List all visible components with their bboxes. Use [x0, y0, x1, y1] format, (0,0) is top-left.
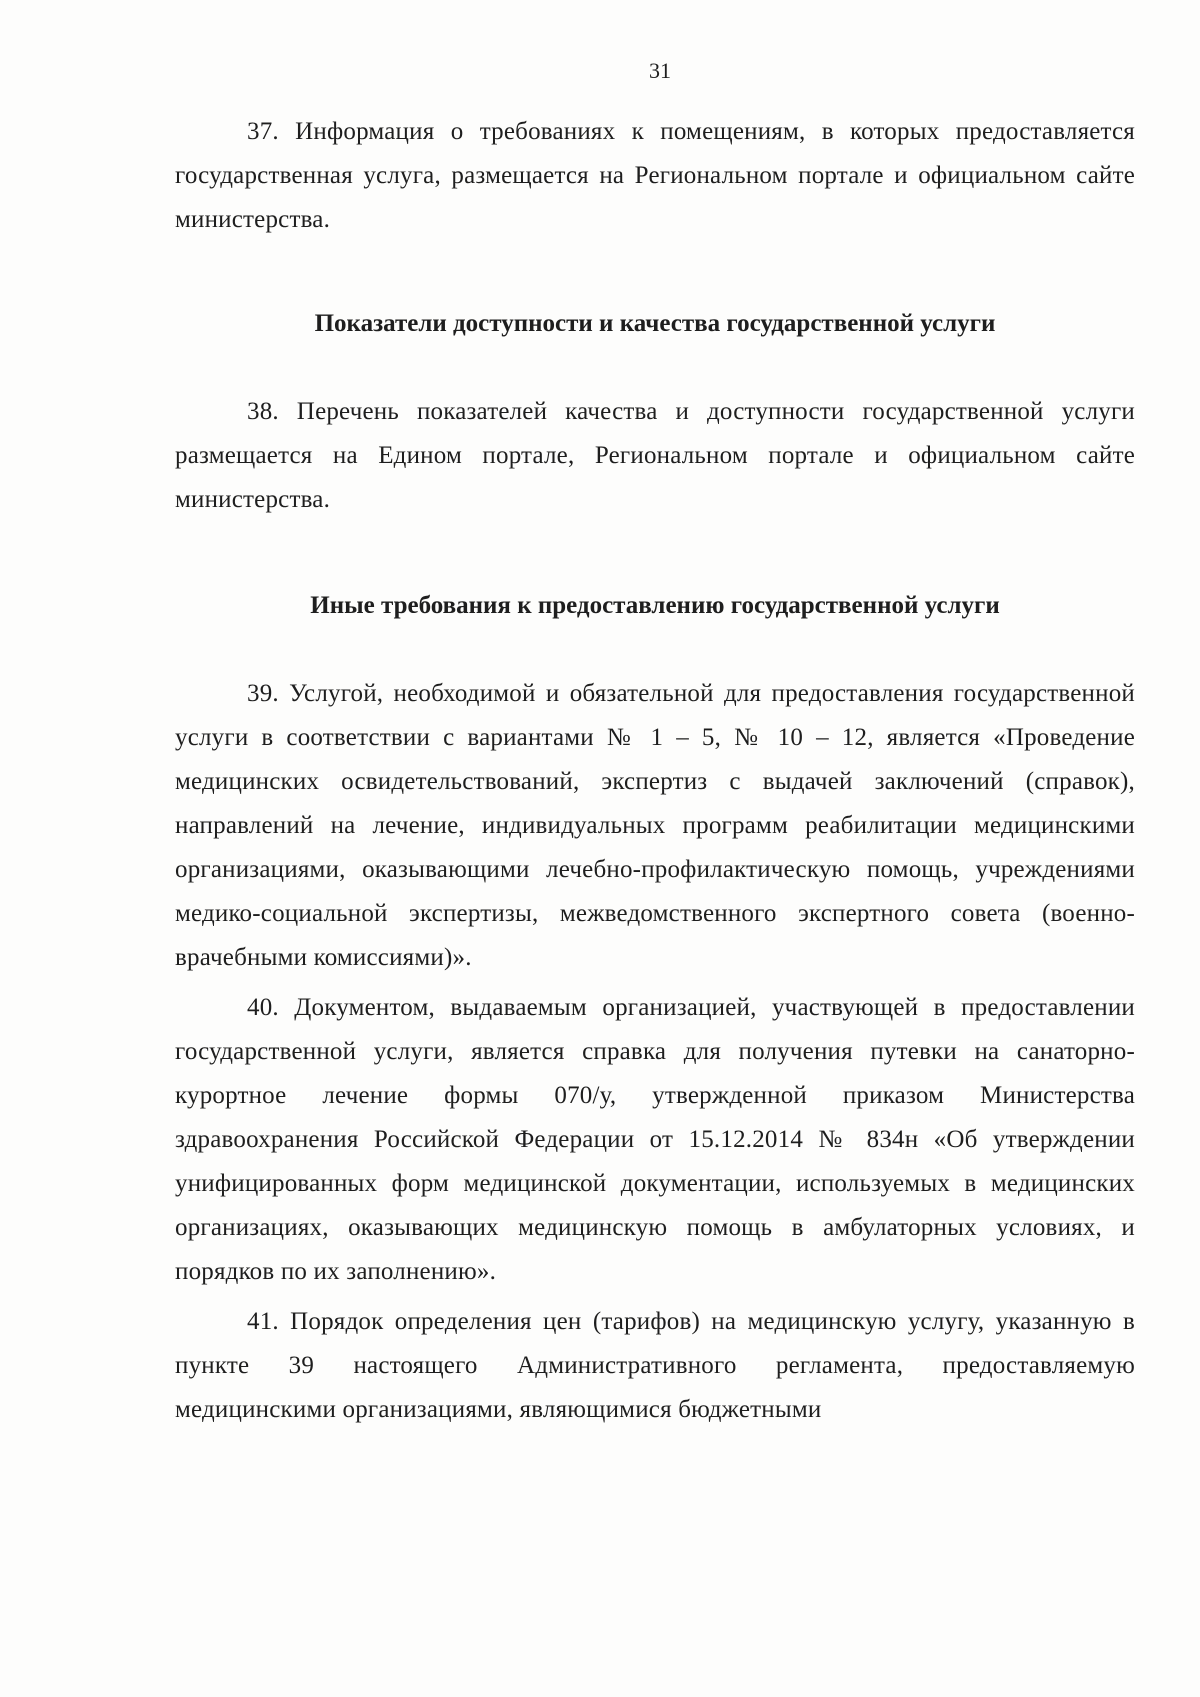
paragraph-39: 39. Услугой, необходимой и обязательной для предоставления государственной услуги в соответствии с вариантами № 1 – 5, № 10 – 12, является «Проведение медицинских освидетельствований, экспертиз с выдачей заключений (справок), направлений на лечение, индивидуальных программ реабилитации медицинскими организациями, оказывающими лечебно-профилактическую помощь, учреждениями медико-социальной экспертизы, межведомственного экспертного совета (военно-врачебными комиссиями)». [175, 680, 1135, 971]
paragraph-37: 37. Информация о требованиях к помещениям, в которых предоставляется государственная услуга, размещается на Региональном портале и официальном сайте министерства. [175, 118, 1135, 233]
paragraph-38: 38. Перечень показателей качества и доступности государственной услуги размещается на Едином портале, Региональном портале и официальном сайте министерства. [175, 398, 1135, 513]
section-heading-other-requirements: Иные требования к предоставлению государственной услуги [310, 592, 1000, 619]
page-number: 31 [649, 58, 671, 83]
section-heading-accessibility: Показатели доступности и качества государственной услуги [314, 310, 996, 337]
document-body [175, 110, 1135, 1432]
paragraph-40: 40. Документом, выдаваемым организацией, участвующей в предоставлении государственной услуги, является справка для получения путевки на санаторно-курортное лечение формы 070/у, утвержденной приказом Министерства здравоохранения Российской Федерации от 15.12.2014 № 834н «Об утверждении унифицированных форм медицинской документации, используемых в медицинских организациях, оказывающих медицинскую помощь в амбулаторных условиях, и порядков по их заполнению». [175, 994, 1135, 1285]
paragraph-41: 41. Порядок определения цен (тарифов) на медицинскую услугу, указанную в пункте 39 настоящего Административного регламента, предоставляемую медицинскими организациями, являющимися бюджетными [175, 1308, 1135, 1423]
